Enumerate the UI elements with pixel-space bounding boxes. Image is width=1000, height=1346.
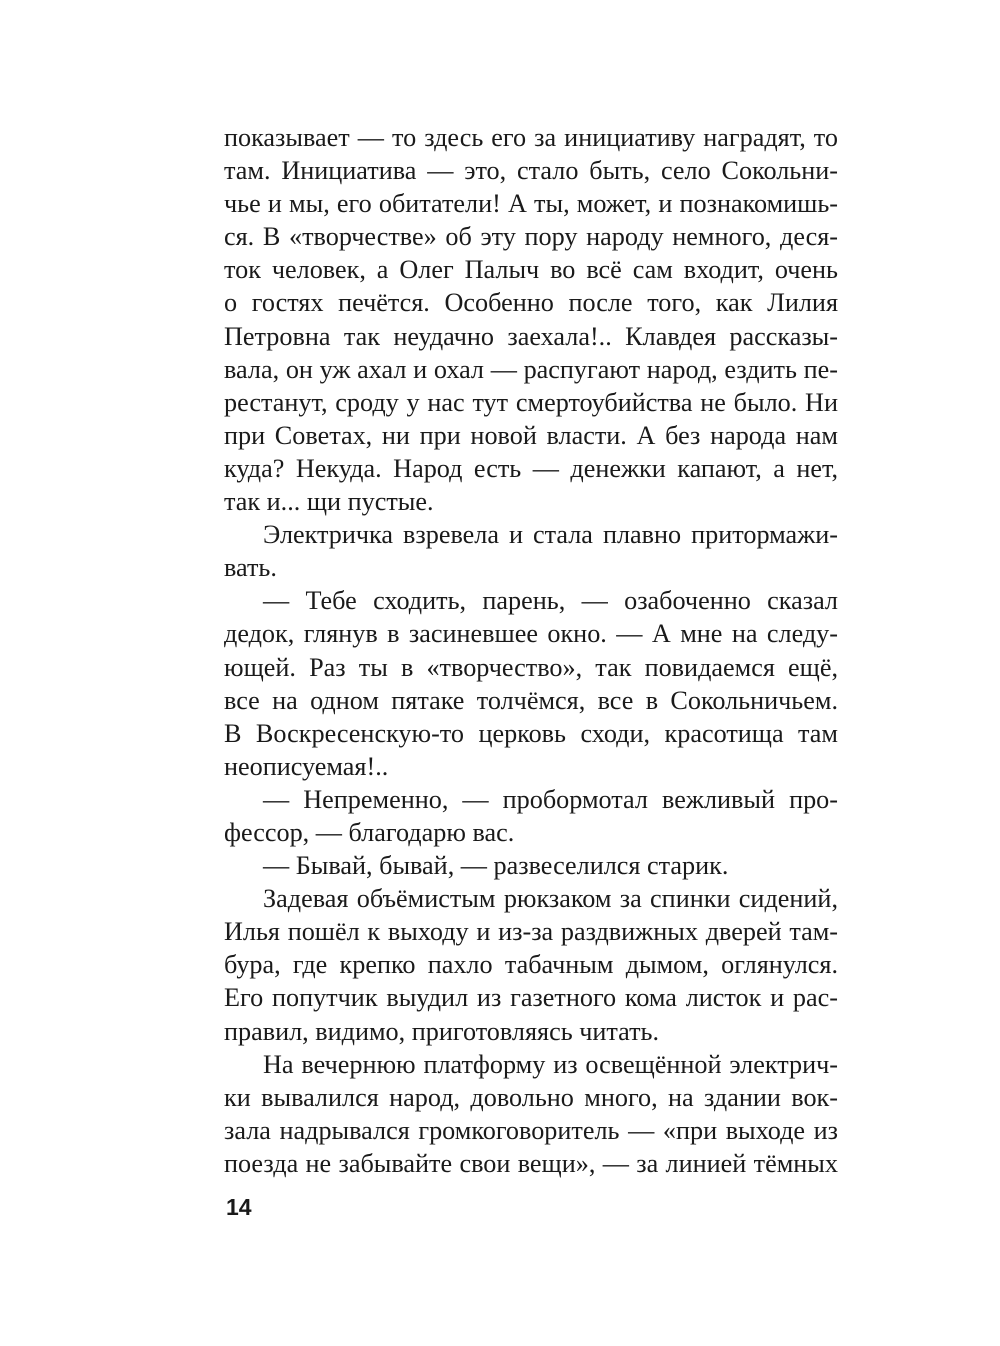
text-line: вала, он уж ахал и охал — распугают народ, ездить пе- (224, 354, 838, 384)
text-line: неописуемая!.. (224, 751, 389, 781)
text-line: показывает — то здесь его за инициативу наградят, то (224, 123, 838, 152)
text-line: рестанут, сроду у нас тут смертоубийства не было. Ни (224, 387, 838, 417)
text-line: — Непременно, — пробормотал вежливый про- (263, 784, 838, 814)
text-line: ки вывалился народ, довольно много, на здании вок- (224, 1082, 838, 1112)
text-line: о гостях печётся. Особенно после того, как Лилия (224, 288, 838, 318)
text-line: ющей. Раз ты в «творчество», так повидаемся ещё, (224, 652, 838, 682)
text-line: правил, видимо, приготовляясь читать. (224, 1016, 660, 1046)
text-line: так и... щи пустые. (224, 487, 434, 517)
text-line: все на одном пятаке толчёмся, все в Сокольничьем. (224, 685, 838, 715)
text-line: На вечернюю платформу из освещённой электрич- (263, 1049, 838, 1079)
text-line: поезда не забывайте свои вещи», — за линией тёмных (224, 1148, 838, 1178)
text-line: Его попутчик выудил из газетного кома листок и рас- (224, 983, 838, 1013)
text-line: при Советах, ни при новой власти. А без народа нам (224, 420, 838, 450)
text-line: ся. В «творчестве» об эту пору народу немного, деся- (224, 222, 838, 252)
text-line: там. Инициатива — это, стало быть, село Сокольни- (224, 156, 838, 186)
text-line: В Воскресенскую-то церковь сходи, красотища там (224, 718, 838, 748)
text-line: бура, где крепко пахло табачным дымом, оглянулся. (224, 950, 838, 980)
text-line: ток человек, а Олег Палыч во всё сам входит, очень (224, 255, 838, 285)
text-line: Илья пошёл к выходу и из-за раздвижных дверей там- (224, 917, 838, 947)
text-line: Петровна так неудачно заехала!.. Клавдея рассказы- (224, 321, 838, 351)
text-line: вать. (224, 553, 277, 583)
text-line: чье и мы, его обитатели! А ты, может, и познакомишь- (224, 189, 838, 219)
text-line: — Тебе сходить, парень, — озабоченно сказал (263, 586, 838, 616)
text-line: — Бывай, бывай, — развеселился старик. (263, 851, 729, 881)
page-number: 14 (226, 1194, 252, 1220)
text-line: Электричка взревела и стала плавно притормажи- (263, 520, 838, 550)
text-line: фессор, — благодарю вас. (224, 817, 515, 847)
text-line: зала надрывался громкоговоритель — «при выходе из (224, 1115, 838, 1145)
text-line: куда? Некуда. Народ есть — денежки капают, а нет, (224, 453, 838, 483)
text-line: дедок, глянув в засиневшее окно. — А мне на следу- (224, 619, 838, 649)
body-text (224, 121, 838, 1180)
text-line: Задевая объёмистым рюкзаком за спинки сидений, (263, 884, 838, 914)
